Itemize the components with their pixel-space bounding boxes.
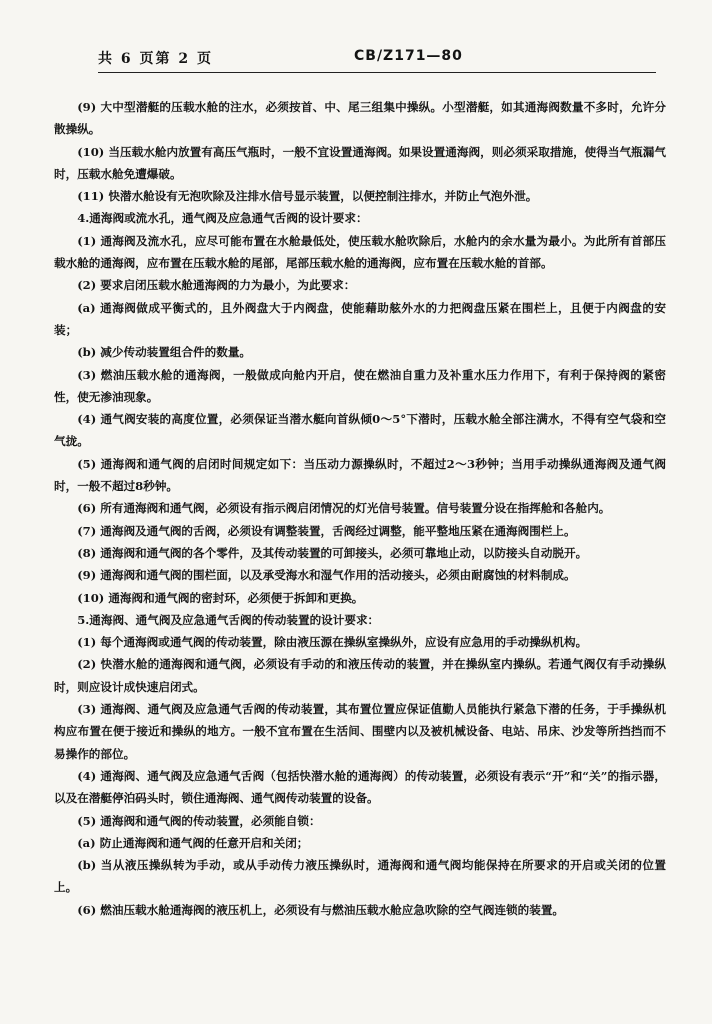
paragraph: (7) 通海阀及通气阀的舌阀，必须设有调整装置，舌阀经过调整，能平整地压紧在通海阀围栏上。 (77, 523, 576, 538)
paragraph: (9) 大中型潜艇的压载水舱的注水，必须按首、中、尾三组集中操纵。小型潜艇，如其通海阀数量不多时，允许分散操纵。 (54, 100, 666, 137)
document-code: CB/Z171—80 (354, 48, 463, 64)
paragraph: (3) 通海阀、通气阀及应急通气舌阀的传动装置，其布置位置应保证值勤人员能执行紧急下潜的任务，于手操纵机构应布置在便于接近和操纵的地方。一般不宜布置在生活间、围壁内以及被机械设备、电站、吊床、沙发等所挡挡而不易操作的部位。 (54, 702, 666, 761)
paragraph: (5) 通海阀和通气阀的启闭时间规定如下：当压动力源操纵时，不超过2～3秒钟；当用手动操纵通海阀及通气阀时，一般不超过8秒钟。 (54, 456, 666, 494)
paragraph: (1) 通海阀及流水孔，应尽可能布置在水舱最低处，使压载水舱吹除后，水舱内的余水量为最小。为此所有首部压载水舱的通海阀，应布置在压载水舱的尾部，尾部压载水舱的通海阀，应布置在压载水舱的首部。 (54, 233, 666, 271)
paragraph: (10) 当压载水舱内放置有高压气瓶时，一般不宜设置通海阀。如果设置通海阀，则必须采取措施，使得当气瓶漏气时，压载水舱免遭爆破。 (54, 144, 666, 181)
paragraph: (a) 防止通海阀和通气阀的任意开启和关闭； (77, 835, 309, 850)
paragraph: (1) 每个通海阀或通气阀的传动装置，除由液压源在操纵室操纵外，应设有应急用的手动操纵机构。 (77, 635, 588, 650)
paragraph: (3) 燃油压载水舱的通海阀，一般做成向舱内开启，使在燃油自重力及补重水压力作用下，有利于保持阀的紧密性，使无渗油现象。 (54, 367, 666, 404)
paragraph: (8) 通海阀和通气阀的各个零件，及其传动装置的可卸接头，必须可靠地止动，以防接头自动脱开。 (77, 545, 588, 560)
paragraph: (b) 当从液压操纵转为手动，或从手动传力液压操纵时，通海阀和通气阀均能保持在所要求的开启或关闭的位置上。 (54, 858, 666, 895)
paragraph: (6) 所有通海阀和通气阀，必须设有指示阀启闭情况的灯光信号装置。信号装置分设在指挥舱和各舱内。 (77, 501, 611, 516)
paragraph: (6) 燃油压载水舱通海阀的液压机上，必须设有与燃油压载水舱应急吹除的空气阀连锁的装置。 (77, 902, 565, 917)
paragraph: (5) 通海阀和通气阀的传动装置，必须能自锁： (77, 813, 321, 828)
paragraph: (11) 快潜水舱设有无泡吹除及注排水信号显示装置，以便控制注排水，并防止气泡外泄。 (77, 189, 538, 204)
paragraph: (b) 减少传动装置组合件的数量。 (77, 345, 252, 360)
page-number: 共 6 页第 2 页 (98, 51, 213, 67)
paragraph: (4) 通海阀、通气阀及应急通气舌阀（包括快潜水舱的通海阀）的传动装置，必须设有表示“开”和“关”的指示器，以及在潜艇停泊码头时，锁住通海阀、通气阀传动装置的设备。 (54, 768, 666, 806)
paragraph: (a) 通海阀做成平衡式的，且外阀盘大于内阀盘，使能藉助舷外水的力把阀盘压紧在围栏上，且便于内阀盘的安装； (54, 300, 666, 337)
document-body (54, 96, 666, 921)
paragraph: (4) 通气阀安装的高度位置，必须保证当潜水艇向首纵倾0～5°下潜时，压载水舱全部注满水，不得有空气袋和空气拢。 (54, 412, 666, 449)
paragraph: (10) 通海阀和通气阀的密封环，必须便于拆卸和更换。 (77, 590, 364, 605)
section-heading: 4.通海阀或流水孔，通气阀及应急通气舌阀的设计要求： (77, 211, 368, 226)
paragraph: (2) 要求启闭压载水舱通海阀的力为最小，为此要求： (77, 278, 356, 293)
paragraph: (9) 通海阀和通气阀的围栏面，以及承受海水和湿气作用的活动接头，必须由耐腐蚀的材料制成。 (77, 568, 576, 583)
page-header (98, 46, 656, 73)
section-heading: 5.通海阀、通气阀及应急通气舌阀的传动装置的设计要求： (77, 612, 380, 627)
paragraph: (2) 快潜水舱的通海阀和通气阀，必须设有手动的和液压传动的装置，并在操纵室内操纵。若通气阀仅有手动操纵时，则应设计成快速启闭式。 (54, 657, 666, 694)
